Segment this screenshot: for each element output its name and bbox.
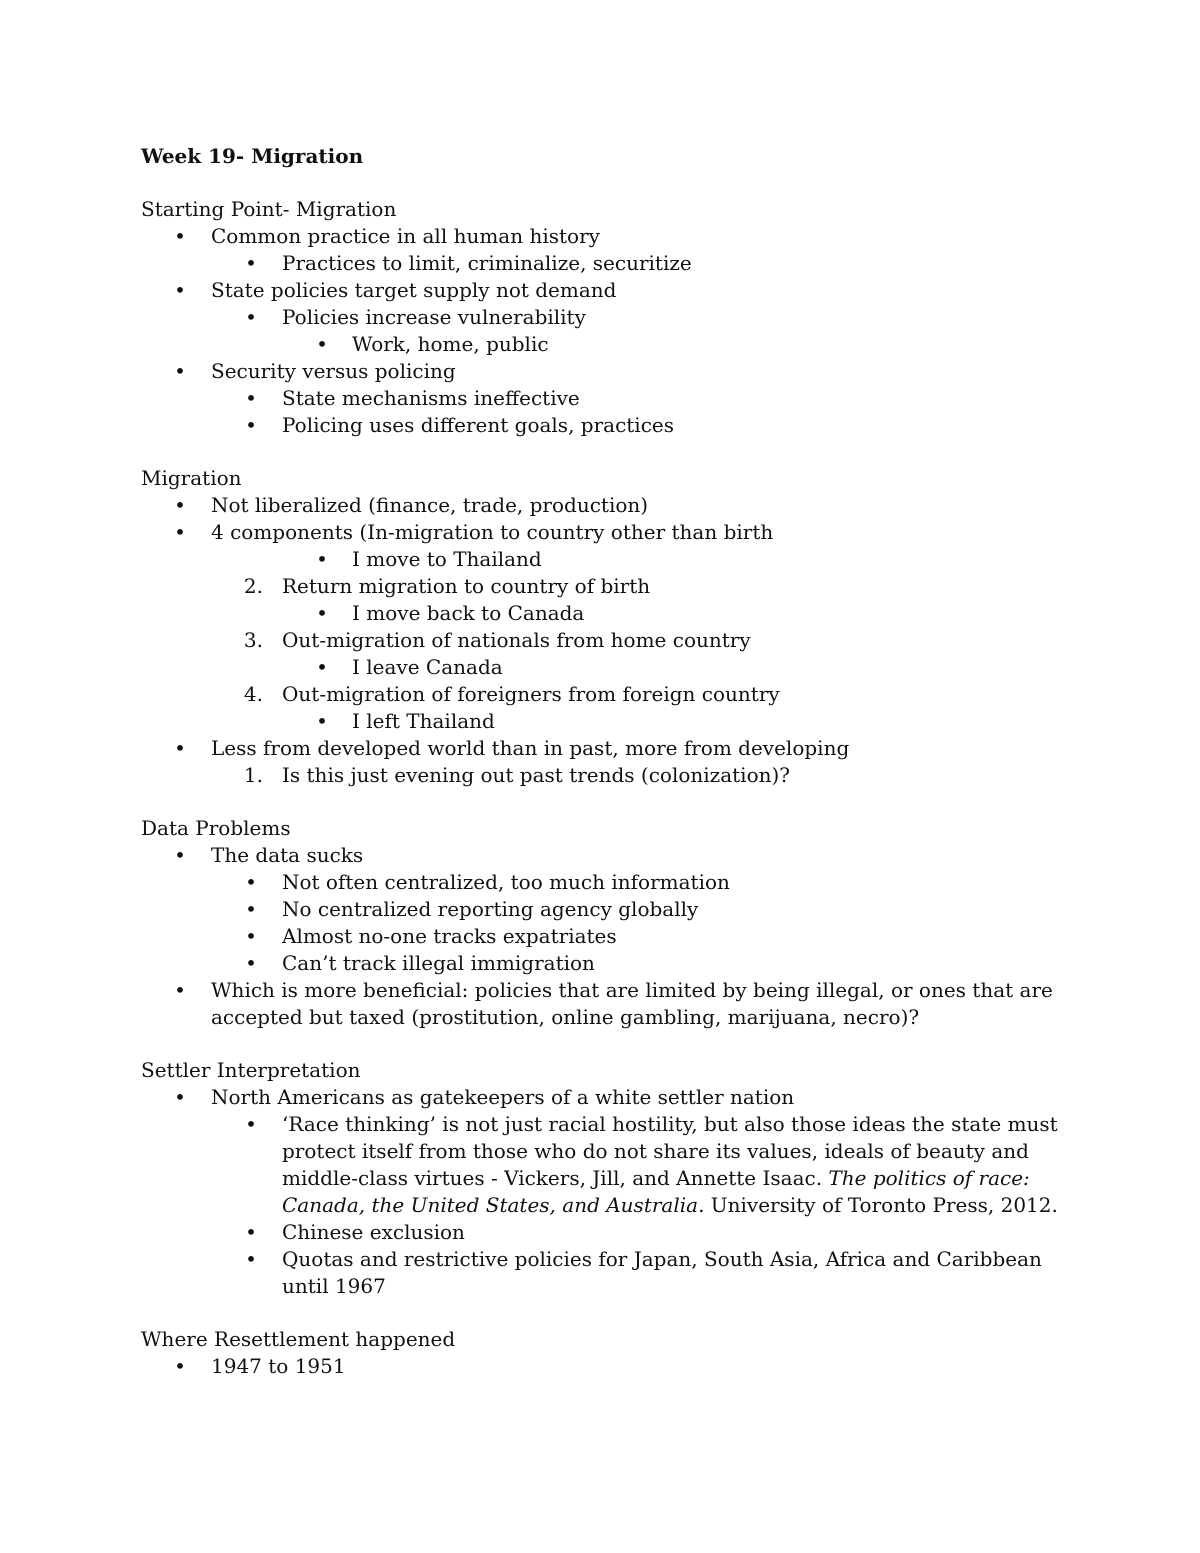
bullet-icon: • xyxy=(245,951,257,975)
numbered-item: 2. Return migration to country of birth xyxy=(141,573,1071,600)
list-item: • 1947 to 1951 xyxy=(141,1353,1071,1380)
section-migration xyxy=(141,465,1071,789)
list-item: • I move to Thailand xyxy=(141,546,1071,573)
bullet-icon: • xyxy=(245,413,257,437)
bullet-icon: • xyxy=(245,897,257,921)
section-heading: Where Resettlement happened xyxy=(141,1327,456,1351)
bullet-icon: • xyxy=(316,601,328,625)
list-item: • Which is more beneficial: policies that are limited by being illegal, or ones that are accepted but taxed (prostitution, online gambling, marijuana, necro)? xyxy=(141,977,1071,1031)
bullet-icon: • xyxy=(174,843,186,867)
section-heading: Starting Point- Migration xyxy=(141,197,397,221)
list-item: • Can’t track illegal immigration xyxy=(141,950,1071,977)
list-item: • Common practice in all human history xyxy=(141,223,1071,250)
list-item: • Less from developed world than in past, more from developing xyxy=(141,735,1071,762)
list-item: • Not liberalized (finance, trade, production) xyxy=(141,492,1071,519)
numbered-item: 4. Out-migration of foreigners from foreign country xyxy=(141,681,1071,708)
section-heading: Data Problems xyxy=(141,816,291,840)
list-number: 2. xyxy=(243,574,263,598)
section-starting-point xyxy=(141,196,1071,439)
book-title: The politics of race: Canada, the United States, and Australia xyxy=(282,1166,1030,1217)
section-data-problems xyxy=(141,815,1071,1031)
list-item: • North Americans as gatekeepers of a white settler nation xyxy=(141,1084,1071,1111)
list-number: 3. xyxy=(243,628,263,652)
bullet-icon: • xyxy=(245,1247,257,1271)
list-item: • I move back to Canada xyxy=(141,600,1071,627)
bullet-icon: • xyxy=(174,224,186,248)
bullet-icon: • xyxy=(174,520,186,544)
bullet-icon: • xyxy=(245,251,257,275)
numbered-item: 1. Is this just evening out past trends (colonization)? xyxy=(141,762,1071,789)
bullet-icon: • xyxy=(245,1112,257,1136)
list-item: • Not often centralized, too much information xyxy=(141,869,1071,896)
bullet-icon: • xyxy=(174,736,186,760)
list-item: • 4 components (In-migration to country other than birth xyxy=(141,519,1071,546)
bullet-icon: • xyxy=(316,332,328,356)
bullet-icon: • xyxy=(174,1085,186,1109)
citation-text: ‘Race thinking’ is not just racial hostility, but also those ideas the state must protect itself from those who do not share its values, ideals of beauty and middle-class virtues - Vickers, Jill, and Annette Isaac. The politics of race: Canada, the United States, and Australia. University of Toronto Press, 2012. xyxy=(282,1112,1058,1217)
list-item: • Work, home, public xyxy=(141,331,1071,358)
list-item: • Almost no-one tracks expatriates xyxy=(141,923,1071,950)
section-heading: Settler Interpretation xyxy=(141,1058,361,1082)
list-item: • Policies increase vulnerability xyxy=(141,304,1071,331)
list-item xyxy=(141,1111,1071,1219)
document-title: Week 19- Migration xyxy=(141,144,364,168)
bullet-icon: • xyxy=(245,870,257,894)
bullet-icon: • xyxy=(174,1354,186,1378)
bullet-icon: • xyxy=(174,978,186,1002)
list-number: 4. xyxy=(243,682,263,706)
numbered-item: 3. Out-migration of nationals from home country xyxy=(141,627,1071,654)
bullet-icon: • xyxy=(245,924,257,948)
section-resettlement xyxy=(141,1326,1071,1380)
list-item: • Quotas and restrictive policies for Japan, South Asia, Africa and Caribbean until 1967 xyxy=(141,1246,1071,1300)
list-item: • Policing uses different goals, practices xyxy=(141,412,1071,439)
bullet-icon: • xyxy=(174,359,186,383)
bullet-icon: • xyxy=(245,386,257,410)
list-item: • No centralized reporting agency globally xyxy=(141,896,1071,923)
list-item: • The data sucks xyxy=(141,842,1071,869)
list-item: • I left Thailand xyxy=(141,708,1071,735)
bullet-icon: • xyxy=(245,305,257,329)
list-item: • Security versus policing xyxy=(141,358,1071,385)
bullet-icon: • xyxy=(316,709,328,733)
list-item: • Chinese exclusion xyxy=(141,1219,1071,1246)
list-item: • State policies target supply not demand xyxy=(141,277,1071,304)
list-item: • Practices to limit, criminalize, securitize xyxy=(141,250,1071,277)
list-item: • I leave Canada xyxy=(141,654,1071,681)
document-page xyxy=(141,143,1071,1406)
bullet-icon: • xyxy=(174,493,186,517)
bullet-icon: • xyxy=(316,655,328,679)
section-heading: Migration xyxy=(141,466,242,490)
list-number: 1. xyxy=(243,763,263,787)
bullet-icon: • xyxy=(245,1220,257,1244)
bullet-icon: • xyxy=(174,278,186,302)
bullet-icon: • xyxy=(316,547,328,571)
list-item: • State mechanisms ineffective xyxy=(141,385,1071,412)
section-settler-interpretation xyxy=(141,1057,1071,1300)
